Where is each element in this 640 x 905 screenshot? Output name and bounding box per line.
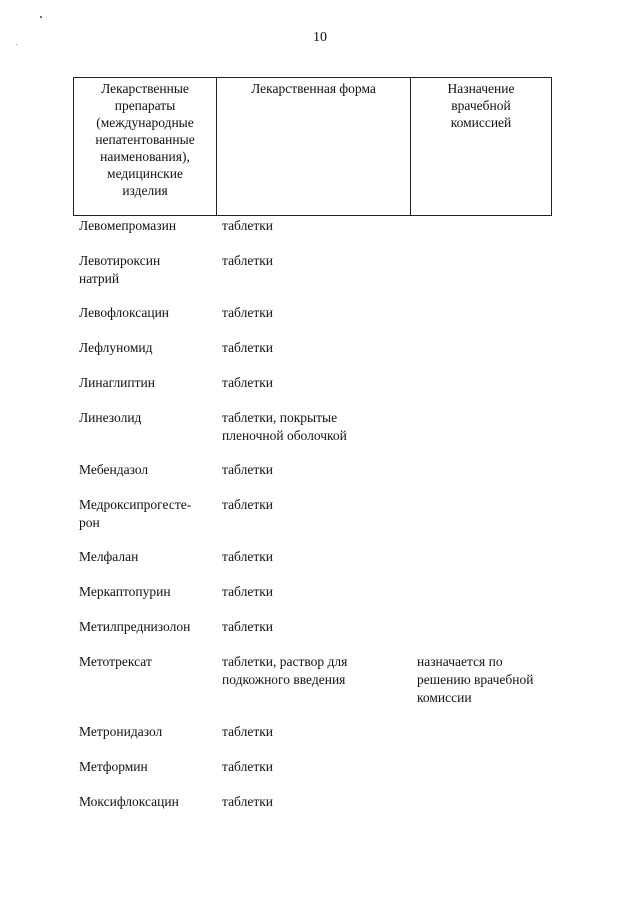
dosage-form: таблетки	[222, 584, 274, 599]
drug-name: Левомепромазин	[79, 218, 177, 233]
commission-note: назначается по решению врачебной комиссии	[417, 654, 534, 705]
commission-note	[417, 304, 559, 339]
drug-name: Метронидазол	[79, 724, 163, 739]
dosage-form: таблетки	[222, 462, 274, 477]
header-drug-names: Лекарственные препараты (международные непатентованные наименования), медицинские изделия	[74, 78, 217, 215]
commission-note	[417, 793, 559, 828]
commission-note	[417, 461, 559, 496]
commission-note	[417, 618, 559, 653]
header-dosage-form: Лекарственная форма	[217, 78, 411, 215]
scan-speck	[40, 16, 42, 18]
commission-note	[417, 339, 559, 374]
commission-note	[417, 374, 559, 409]
table-body	[79, 217, 559, 828]
dosage-form: таблетки	[222, 549, 274, 564]
drug-name: Мелфалан	[79, 549, 139, 564]
drug-name: Лефлуномид	[79, 340, 153, 355]
dosage-form: таблетки	[222, 619, 274, 634]
table-row	[79, 723, 559, 758]
table-row	[79, 548, 559, 583]
dosage-form: таблетки	[222, 497, 274, 512]
dosage-form: таблетки	[222, 305, 274, 320]
drug-name: Меркаптопурин	[79, 584, 171, 599]
drug-name: Медроксипрогесте- рон	[79, 497, 192, 530]
table-row	[79, 217, 559, 252]
drug-name: Левотироксин натрий	[79, 253, 161, 286]
dosage-form: таблетки	[222, 724, 274, 739]
table-row	[79, 496, 559, 548]
table-row	[79, 793, 559, 828]
dosage-form: таблетки	[222, 218, 274, 233]
commission-note	[417, 758, 559, 793]
table-row	[79, 653, 559, 723]
drug-name: Левофлоксацин	[79, 305, 170, 320]
table-row	[79, 409, 559, 461]
table-row	[79, 252, 559, 304]
commission-note	[417, 217, 559, 252]
page-number: 10	[313, 30, 327, 45]
table-header	[73, 77, 552, 216]
commission-note	[417, 723, 559, 758]
dosage-form: таблетки	[222, 253, 274, 268]
header-commission: Назначение врачебной комиссией	[447, 81, 515, 130]
table-row	[79, 339, 559, 374]
table-row	[79, 374, 559, 409]
commission-note	[417, 548, 559, 583]
table-row	[79, 583, 559, 618]
table-row	[79, 758, 559, 793]
dosage-form: таблетки	[222, 340, 274, 355]
dosage-form: таблетки	[222, 759, 274, 774]
drug-name: Линезолид	[79, 410, 142, 425]
commission-note	[417, 496, 559, 548]
dosage-form: таблетки, покрытые пленочной оболочкой	[222, 410, 347, 443]
drug-name: Линаглиптин	[79, 375, 155, 390]
commission-note	[417, 252, 559, 304]
dosage-form: таблетки	[222, 375, 274, 390]
table-row	[79, 461, 559, 496]
dosage-form: таблетки, раствор для подкожного введения	[222, 654, 348, 687]
drug-name: Метформин	[79, 759, 148, 774]
table-row	[79, 304, 559, 339]
drug-name: Метотрексат	[79, 654, 152, 669]
commission-note	[417, 583, 559, 618]
drug-name: Метилпреднизолон	[79, 619, 191, 634]
dosage-form: таблетки	[222, 794, 274, 809]
drug-name: Моксифлоксацин	[79, 794, 179, 809]
drug-name: Мебендазол	[79, 462, 149, 477]
commission-note	[417, 409, 559, 461]
table-row	[79, 618, 559, 653]
